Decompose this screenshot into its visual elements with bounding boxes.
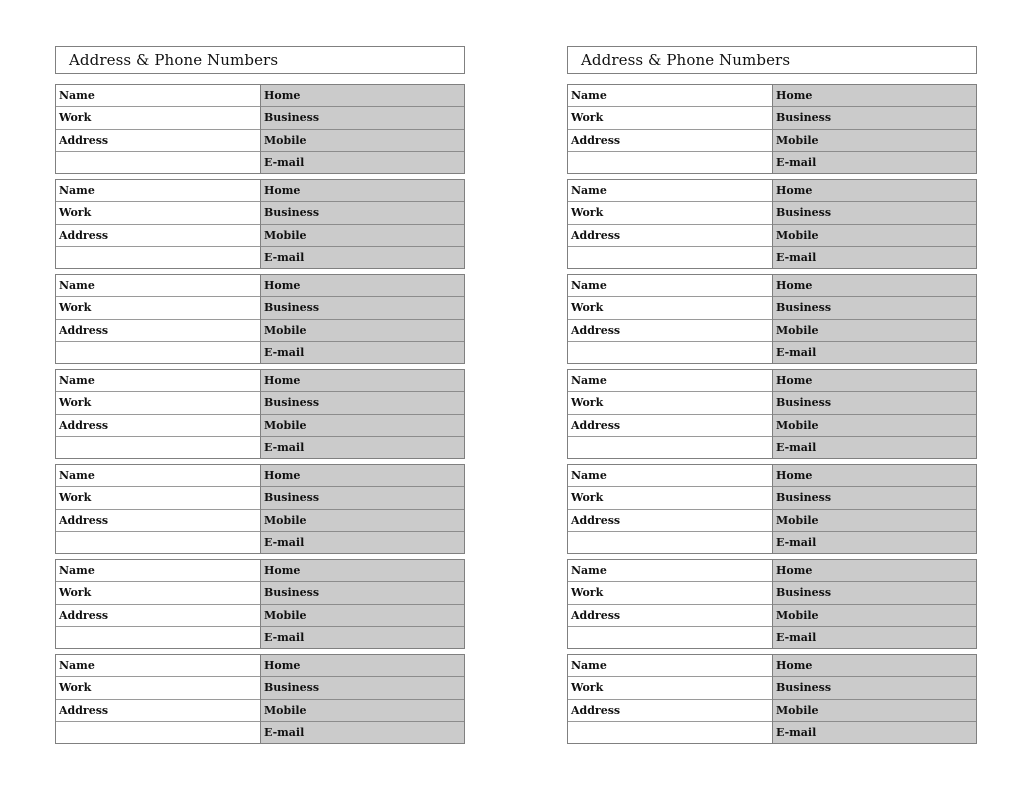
mobile-phone-field[interactable]: Mobile bbox=[261, 225, 464, 247]
address-field[interactable]: Address bbox=[568, 510, 772, 532]
mobile-phone-field[interactable]: Mobile bbox=[261, 415, 464, 437]
name-field[interactable]: Name bbox=[56, 85, 260, 107]
address-field[interactable]: Address bbox=[56, 415, 260, 437]
work-field[interactable]: Work bbox=[568, 202, 772, 224]
business-phone-field[interactable]: Business bbox=[773, 297, 976, 319]
work-field[interactable]: Work bbox=[568, 297, 772, 319]
page-title: Address & Phone Numbers bbox=[567, 46, 977, 74]
entry-left-column bbox=[568, 180, 773, 268]
work-field[interactable]: Work bbox=[56, 677, 260, 699]
address-field[interactable]: Address bbox=[568, 320, 772, 342]
home-phone-field[interactable]: Home bbox=[261, 465, 464, 487]
entry-right-column bbox=[773, 180, 976, 268]
email-field[interactable]: E-mail bbox=[776, 535, 817, 549]
address-entry bbox=[567, 84, 977, 174]
address-entry bbox=[567, 179, 977, 269]
business-phone-field[interactable]: Business bbox=[773, 677, 976, 699]
email-field[interactable]: E-mail bbox=[264, 535, 305, 549]
entry-right-column bbox=[261, 180, 464, 268]
mobile-phone-field[interactable]: Mobile bbox=[773, 510, 976, 532]
page-title: Address & Phone Numbers bbox=[55, 46, 465, 74]
address-entry bbox=[567, 654, 977, 744]
name-field[interactable]: Name bbox=[56, 370, 260, 392]
work-field[interactable]: Work bbox=[568, 392, 772, 414]
address-line-2-field[interactable] bbox=[56, 247, 260, 268]
home-phone-field[interactable]: Home bbox=[773, 275, 976, 297]
entry-right-column bbox=[261, 465, 464, 553]
work-field[interactable]: Work bbox=[568, 582, 772, 604]
work-field[interactable]: Work bbox=[56, 392, 260, 414]
work-field[interactable]: Work bbox=[568, 487, 772, 509]
address-field[interactable]: Address bbox=[56, 605, 260, 627]
address-line-2-field[interactable] bbox=[568, 247, 772, 268]
entry-left-column bbox=[56, 655, 261, 743]
name-field[interactable]: Name bbox=[568, 655, 772, 677]
email-field[interactable]: E-mail bbox=[264, 725, 305, 739]
address-field[interactable]: Address bbox=[56, 510, 260, 532]
entry-right-column bbox=[261, 370, 464, 458]
address-field[interactable]: Address bbox=[568, 415, 772, 437]
entry-right-column bbox=[773, 370, 976, 458]
left-page bbox=[55, 46, 465, 749]
address-field[interactable]: Address bbox=[568, 225, 772, 247]
business-phone-field[interactable]: Business bbox=[773, 202, 976, 224]
email-field[interactable]: E-mail bbox=[776, 155, 817, 169]
address-line-2-field[interactable] bbox=[56, 722, 260, 743]
name-field[interactable]: Name bbox=[56, 275, 260, 297]
email-field[interactable]: E-mail bbox=[264, 440, 305, 454]
name-field[interactable]: Name bbox=[568, 85, 772, 107]
name-field[interactable]: Name bbox=[568, 370, 772, 392]
name-field[interactable]: Name bbox=[56, 465, 260, 487]
address-field[interactable]: Address bbox=[56, 700, 260, 722]
home-phone-field[interactable]: Home bbox=[261, 560, 464, 582]
business-phone-field[interactable]: Business bbox=[261, 297, 464, 319]
address-entry bbox=[567, 369, 977, 459]
address-field[interactable]: Address bbox=[56, 130, 260, 152]
address-line-2-field[interactable] bbox=[568, 627, 772, 648]
business-phone-field[interactable]: Business bbox=[773, 487, 976, 509]
home-phone-field[interactable]: Home bbox=[773, 465, 976, 487]
email-field[interactable]: E-mail bbox=[776, 440, 817, 454]
entry-left-column bbox=[568, 655, 773, 743]
address-line-2-field[interactable] bbox=[568, 342, 772, 363]
home-phone-field[interactable]: Home bbox=[261, 275, 464, 297]
address-line-2-field[interactable] bbox=[568, 722, 772, 743]
work-field[interactable]: Work bbox=[568, 677, 772, 699]
address-entry bbox=[567, 274, 977, 364]
business-phone-field[interactable]: Business bbox=[773, 107, 976, 129]
entry-left-column bbox=[56, 85, 261, 173]
name-field[interactable]: Name bbox=[568, 560, 772, 582]
address-line-2-field[interactable] bbox=[568, 152, 772, 173]
business-phone-field[interactable]: Business bbox=[261, 677, 464, 699]
name-field[interactable]: Name bbox=[56, 655, 260, 677]
home-phone-field[interactable]: Home bbox=[261, 85, 464, 107]
work-field[interactable]: Work bbox=[568, 107, 772, 129]
email-field[interactable]: E-mail bbox=[264, 250, 305, 264]
name-field[interactable]: Name bbox=[568, 465, 772, 487]
entry-left-column bbox=[568, 370, 773, 458]
address-entry bbox=[55, 654, 465, 744]
address-line-2-field[interactable] bbox=[568, 437, 772, 458]
email-field[interactable]: E-mail bbox=[264, 345, 305, 359]
entry-left-column bbox=[568, 275, 773, 363]
entry-right-column bbox=[773, 85, 976, 173]
work-field[interactable]: Work bbox=[56, 582, 260, 604]
address-line-2-field[interactable] bbox=[568, 532, 772, 553]
address-field[interactable]: Address bbox=[56, 225, 260, 247]
mobile-phone-field[interactable]: Mobile bbox=[261, 130, 464, 152]
entry-right-column bbox=[773, 560, 976, 648]
entry-right-column bbox=[261, 275, 464, 363]
email-field[interactable]: E-mail bbox=[776, 630, 817, 644]
email-field[interactable]: E-mail bbox=[776, 250, 817, 264]
address-entry bbox=[55, 179, 465, 269]
home-phone-field[interactable]: Home bbox=[773, 180, 976, 202]
entry-left-column bbox=[56, 370, 261, 458]
home-phone-field[interactable]: Home bbox=[773, 560, 976, 582]
email-field[interactable]: E-mail bbox=[264, 155, 305, 169]
home-phone-field[interactable]: Home bbox=[773, 655, 976, 677]
name-field[interactable]: Name bbox=[568, 180, 772, 202]
business-phone-field[interactable]: Business bbox=[261, 202, 464, 224]
entry-left-column bbox=[56, 465, 261, 553]
mobile-phone-field[interactable]: Mobile bbox=[261, 605, 464, 627]
email-field[interactable]: E-mail bbox=[264, 630, 305, 644]
entry-right-column bbox=[773, 655, 976, 743]
home-phone-field[interactable]: Home bbox=[261, 180, 464, 202]
name-field[interactable]: Name bbox=[568, 275, 772, 297]
business-phone-field[interactable]: Business bbox=[261, 487, 464, 509]
mobile-phone-field[interactable]: Mobile bbox=[261, 320, 464, 342]
entry-right-column bbox=[261, 655, 464, 743]
home-phone-field[interactable]: Home bbox=[773, 85, 976, 107]
address-entry bbox=[567, 464, 977, 554]
address-line-2-field[interactable] bbox=[56, 152, 260, 173]
address-entry bbox=[55, 274, 465, 364]
mobile-phone-field[interactable]: Mobile bbox=[773, 130, 976, 152]
right-page bbox=[567, 46, 977, 749]
address-entry bbox=[567, 559, 977, 649]
work-field[interactable]: Work bbox=[56, 202, 260, 224]
entries-list bbox=[55, 84, 465, 744]
business-phone-field[interactable]: Business bbox=[261, 582, 464, 604]
mobile-phone-field[interactable]: Mobile bbox=[773, 605, 976, 627]
address-line-2-field[interactable] bbox=[56, 532, 260, 553]
address-field[interactable]: Address bbox=[568, 605, 772, 627]
email-field[interactable]: E-mail bbox=[776, 345, 817, 359]
address-line-2-field[interactable] bbox=[56, 437, 260, 458]
entry-right-column bbox=[773, 465, 976, 553]
entries-list bbox=[567, 84, 977, 744]
entry-left-column bbox=[56, 275, 261, 363]
mobile-phone-field[interactable]: Mobile bbox=[773, 700, 976, 722]
business-phone-field[interactable]: Business bbox=[261, 107, 464, 129]
address-line-2-field[interactable] bbox=[56, 342, 260, 363]
address-entry bbox=[55, 84, 465, 174]
mobile-phone-field[interactable]: Mobile bbox=[261, 700, 464, 722]
mobile-phone-field[interactable]: Mobile bbox=[261, 510, 464, 532]
entry-left-column bbox=[56, 560, 261, 648]
work-field[interactable]: Work bbox=[56, 107, 260, 129]
entry-left-column bbox=[568, 85, 773, 173]
address-line-2-field[interactable] bbox=[56, 627, 260, 648]
entry-left-column bbox=[56, 180, 261, 268]
home-phone-field[interactable]: Home bbox=[261, 655, 464, 677]
entry-right-column bbox=[773, 275, 976, 363]
address-entry bbox=[55, 559, 465, 649]
name-field[interactable]: Name bbox=[56, 180, 260, 202]
address-entry bbox=[55, 369, 465, 459]
entry-left-column bbox=[568, 560, 773, 648]
address-entry bbox=[55, 464, 465, 554]
address-field[interactable]: Address bbox=[568, 700, 772, 722]
mobile-phone-field[interactable]: Mobile bbox=[773, 415, 976, 437]
entry-right-column bbox=[261, 560, 464, 648]
home-phone-field[interactable]: Home bbox=[773, 370, 976, 392]
business-phone-field[interactable]: Business bbox=[261, 392, 464, 414]
business-phone-field[interactable]: Business bbox=[773, 582, 976, 604]
home-phone-field[interactable]: Home bbox=[261, 370, 464, 392]
work-field[interactable]: Work bbox=[56, 487, 260, 509]
business-phone-field[interactable]: Business bbox=[773, 392, 976, 414]
address-field[interactable]: Address bbox=[56, 320, 260, 342]
name-field[interactable]: Name bbox=[56, 560, 260, 582]
entry-left-column bbox=[568, 465, 773, 553]
work-field[interactable]: Work bbox=[56, 297, 260, 319]
email-field[interactable]: E-mail bbox=[776, 725, 817, 739]
mobile-phone-field[interactable]: Mobile bbox=[773, 225, 976, 247]
mobile-phone-field[interactable]: Mobile bbox=[773, 320, 976, 342]
entry-right-column bbox=[261, 85, 464, 173]
address-field[interactable]: Address bbox=[568, 130, 772, 152]
